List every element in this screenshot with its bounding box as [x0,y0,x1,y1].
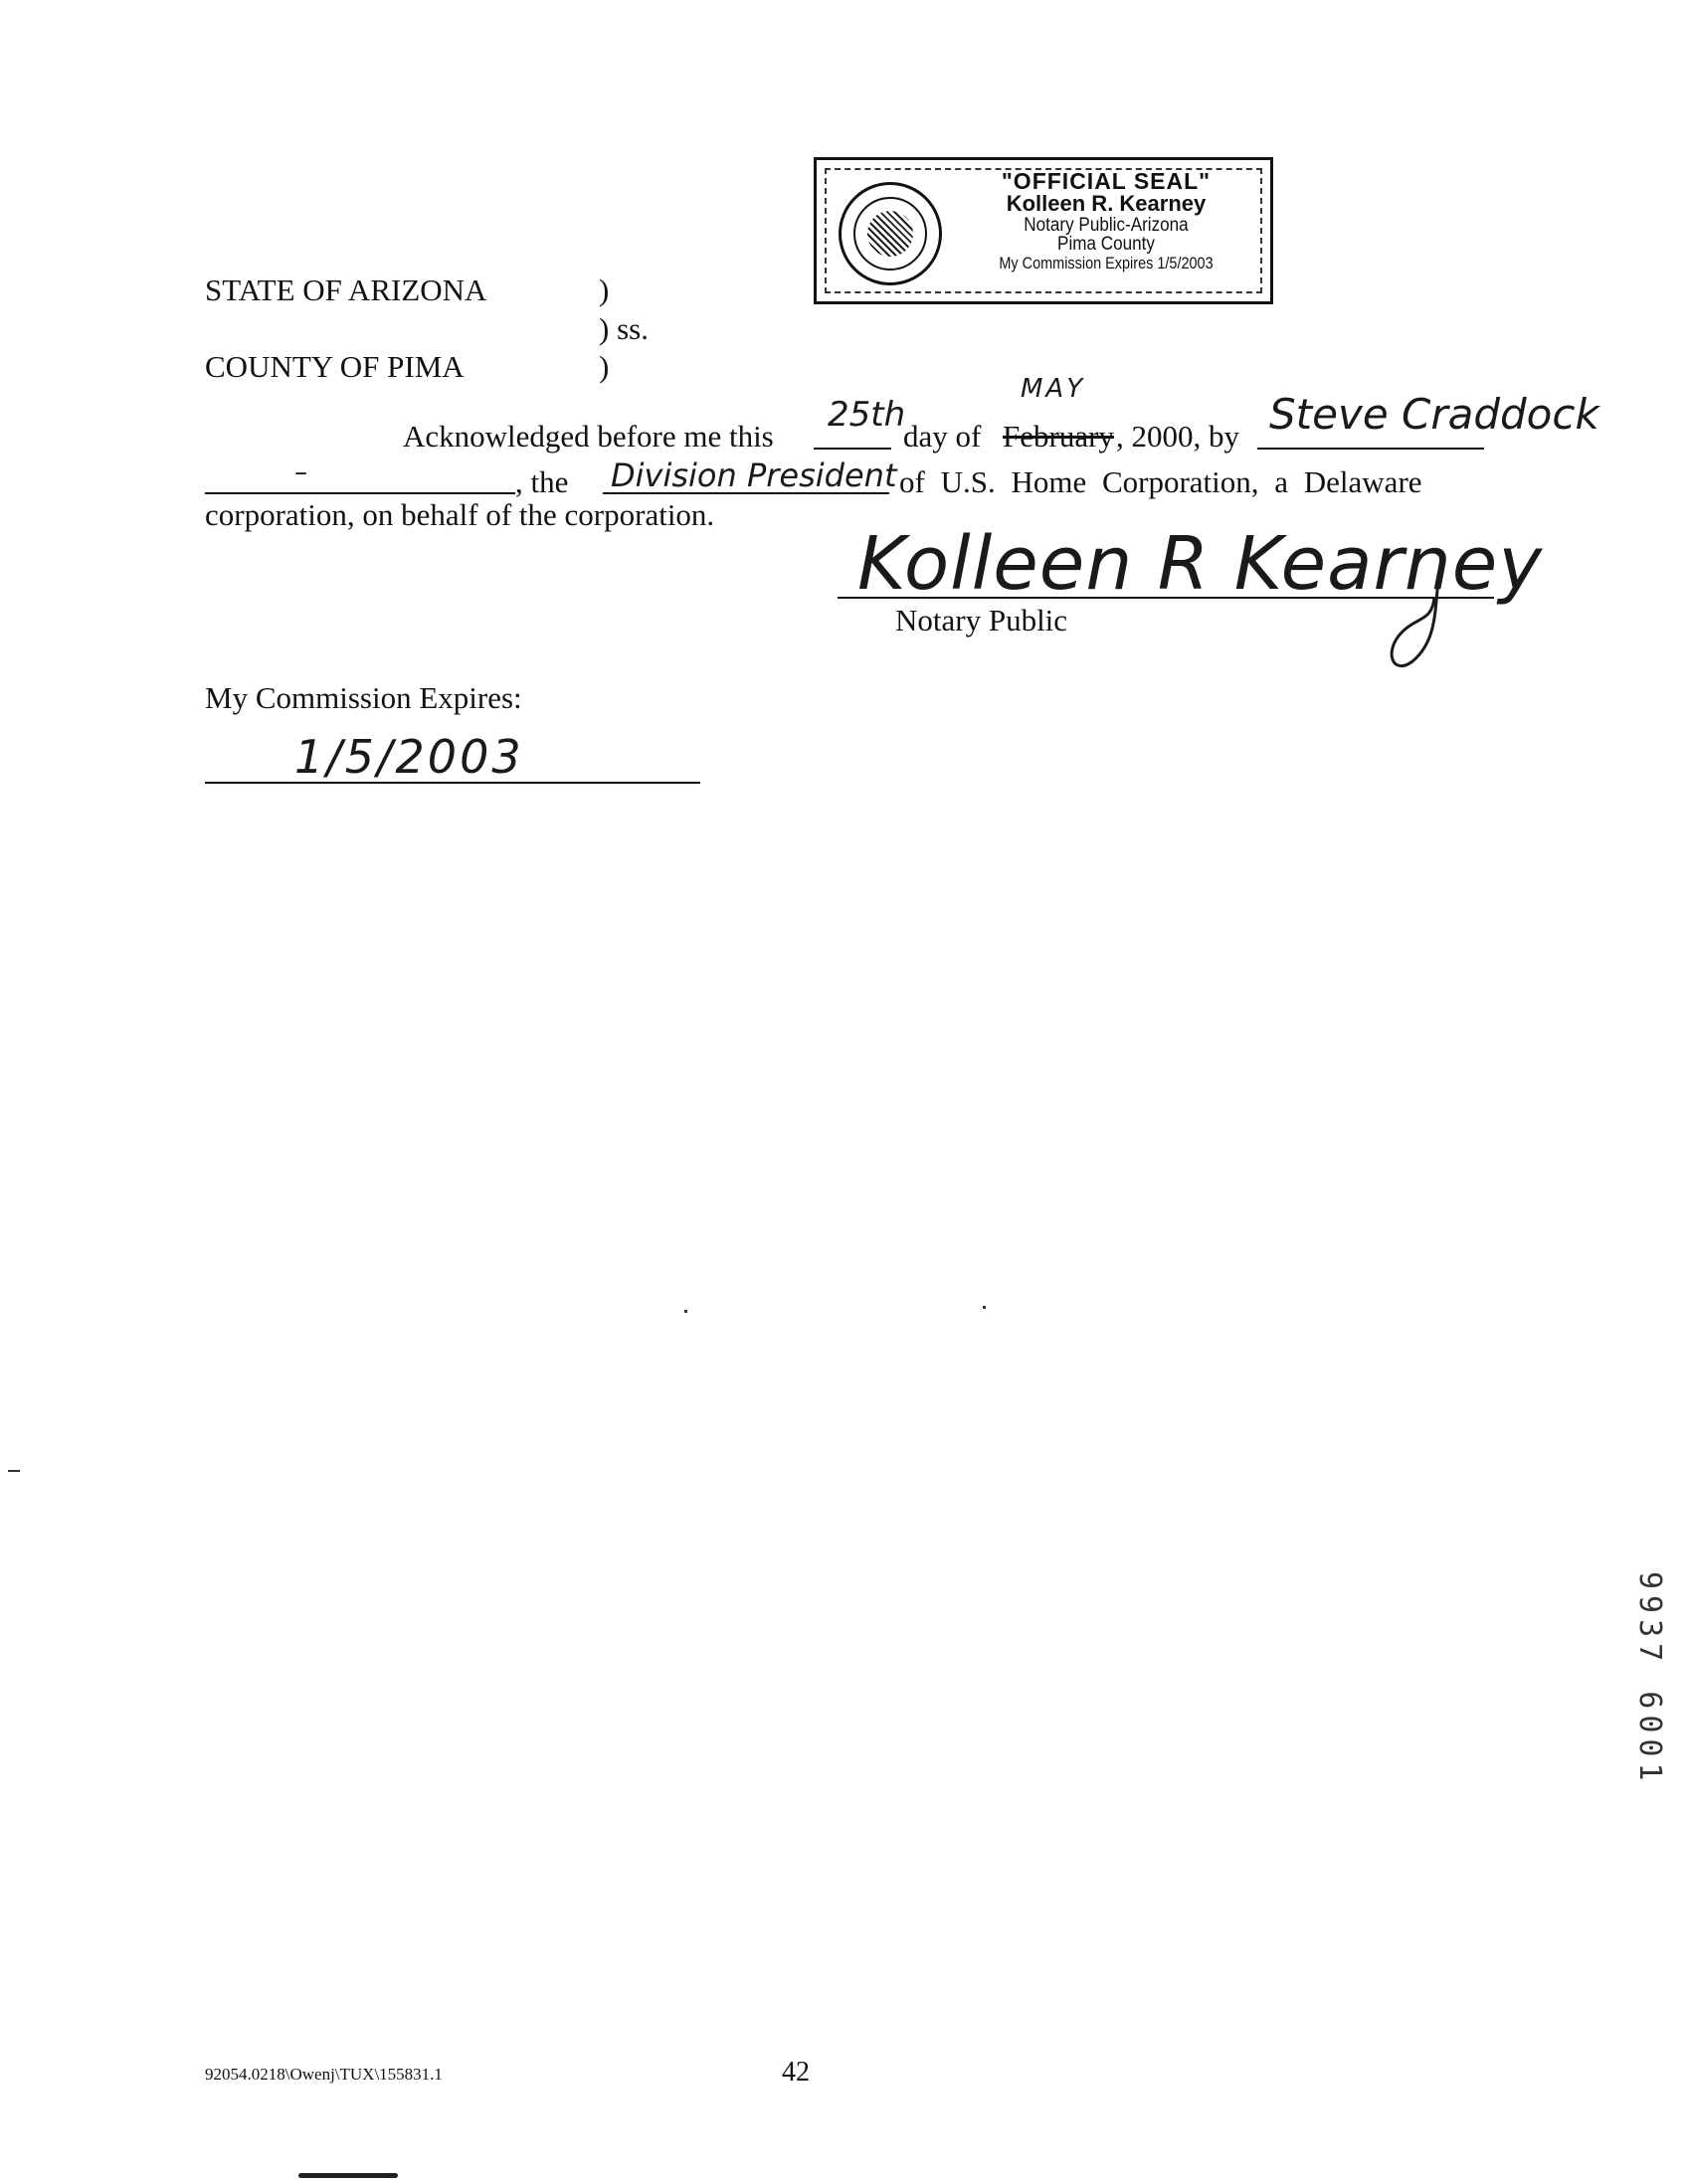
notary-signature: Kolleen R Kearney [857,521,1544,607]
ack-comma-the: , the [515,464,569,499]
notary-label: Notary Public [895,603,1068,637]
venue-paren-3: ) [599,349,610,384]
ack-year-by: , 2000, by [1116,419,1239,454]
ack-month-struck: February [1003,419,1114,454]
seal-notary-name: Kolleen R. Kearney [1006,191,1207,217]
ack-signer-handwritten: Steve Craddock [1269,390,1599,439]
venue-ss: ) ss. [599,311,649,346]
state-seal-emblem-icon [839,182,942,285]
recording-stamp [1631,1571,1671,1910]
commission-label: My Commission Expires: [205,680,522,715]
margin-mark [8,1470,20,1472]
official-seal [814,157,1273,304]
ack-month-handwritten: MAY [1021,374,1086,404]
page-number: 42 [782,2057,810,2088]
ack-line3: corporation, on behalf of the corporation. [205,497,715,532]
ack-title-handwritten: Division President [611,456,897,494]
footer-doc-id: 92054.0218\Owenj\TUX\155831.1 [205,2065,443,2084]
seal-notary-state: Notary Public-Arizona [1024,214,1189,236]
ack-day-of: day of [903,419,982,454]
signature-flourish [1373,537,1472,676]
venue-county: COUNTY OF PIMA [205,349,465,384]
ack-line2-rest: of U.S. Home Corporation, a Delaware [899,464,1422,499]
seal-commission-expiry: My Commission Expires 1/5/2003 [999,253,1214,273]
scan-artifact [298,2173,398,2178]
speck [684,1310,687,1313]
ack-signer-dash: – [294,457,307,487]
recording-stamp-text: 9937 6001 [1632,1571,1667,1787]
seal-title: "OFFICIAL SEAL" [1001,168,1212,194]
venue-state: STATE OF ARIZONA [205,273,487,307]
ack-day-handwritten: 25th [828,395,906,435]
venue-paren-1: ) [599,273,610,307]
commission-date-handwritten: 1/5/2003 [294,730,524,784]
seal-county: Pima County [1057,234,1155,256]
ack-lead: Acknowledged before me this [403,419,774,454]
speck [983,1306,986,1309]
seal-text [956,170,1256,272]
